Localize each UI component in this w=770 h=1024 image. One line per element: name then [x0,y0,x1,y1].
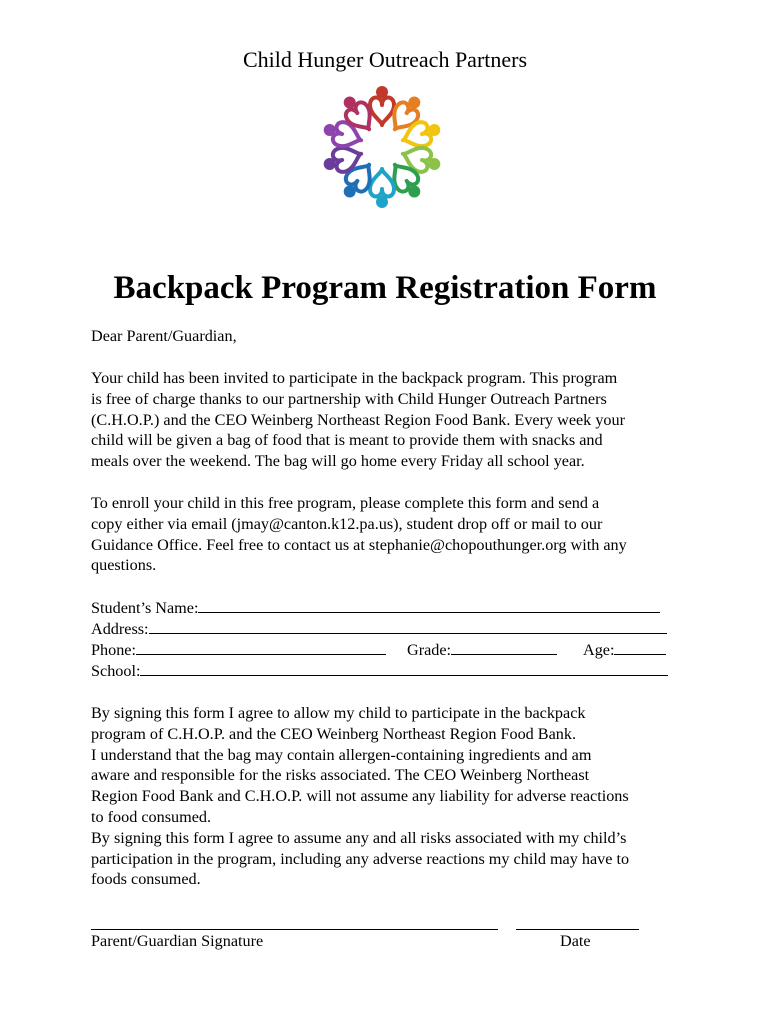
student-name-field[interactable] [198,598,660,613]
logo-figure-heart [370,98,394,126]
form-title: Backpack Program Registration Form [113,270,657,306]
address-field[interactable] [149,619,667,634]
logo-figure [370,169,394,208]
date-field[interactable] [516,929,639,930]
age-row [583,640,666,661]
date-label: Date [560,932,591,950]
enroll-line: questions. [91,556,157,575]
intro-line: (C.H.O.P.) and the CEO Weinberg Northeast Region Food Bank. Every week your [91,410,625,429]
consent-line: I understand that the bag may contain allergen-containing ingredients and am [91,745,592,764]
intro-paragraph [91,368,691,472]
consent-line: aware and responsible for the risks associated. The CEO Weinberg Northeast [91,766,590,785]
parent-signature-label: Parent/Guardian Signature [91,932,264,950]
consent-line: By signing this form I agree to allow my child to participate in the backpack [91,704,586,722]
age-field[interactable] [614,640,666,655]
consent-line: foods consumed. [91,870,201,889]
consent-line: participation in the program, including any adverse reactions my child may have to [91,849,630,868]
school-field[interactable] [140,661,668,676]
greeting [91,326,691,347]
consent-line: program of C.H.O.P. and the CEO Weinberg Northeast Region Food Bank. [91,724,577,743]
phone-row [91,640,386,661]
intro-line: child will be given a bag of food that is meant to provide them with snacks and [91,431,603,450]
school-label: School: [91,662,141,680]
enroll-line: Guidance Office. Feel free to contact us at stephanie@chopouthunger.org with any [91,535,627,554]
circle-of-hearts-logo-icon [317,82,447,212]
enroll-line: copy either via email (jmay@canton.k12.pa.us), student drop off or mail to our [91,514,603,533]
parent-signature-field[interactable] [91,929,498,930]
grade-label: Grade: [407,641,452,659]
student-name-label: Student’s Name: [91,599,199,617]
grade-field[interactable] [451,640,557,655]
intro-line: is free of charge thanks to our partnership with Child Hunger Outreach Partners [91,389,607,408]
student-name-row [91,598,660,619]
consent-line: Region Food Bank and C.H.O.P. will not assume any liability for adverse reactions [91,787,629,806]
school-row [91,661,668,682]
logo-figure-heart [370,169,394,197]
intro-line: meals over the weekend. The bag will go home every Friday all school year. [91,452,585,471]
enroll-paragraph [91,493,691,576]
greeting-line: Dear Parent/Guardian, [91,327,237,345]
address-row [91,619,667,640]
phone-label: Phone: [91,641,136,659]
age-label: Age: [583,641,615,659]
intro-line: Your child has been invited to participate in the backpack program. This program [91,369,618,387]
consent-paragraph [91,703,691,890]
organization-name: Child Hunger Outreach Partners [242,47,528,72]
consent-line: to food consumed. [91,807,212,826]
address-label: Address: [91,620,149,638]
grade-row [407,640,557,661]
enroll-line: To enroll your child in this free program, please complete this form and send a [91,494,600,512]
logo-figure [370,86,394,125]
consent-line: By signing this form I agree to assume any and all risks associated with my child’s [91,828,627,847]
phone-field[interactable] [136,640,386,655]
